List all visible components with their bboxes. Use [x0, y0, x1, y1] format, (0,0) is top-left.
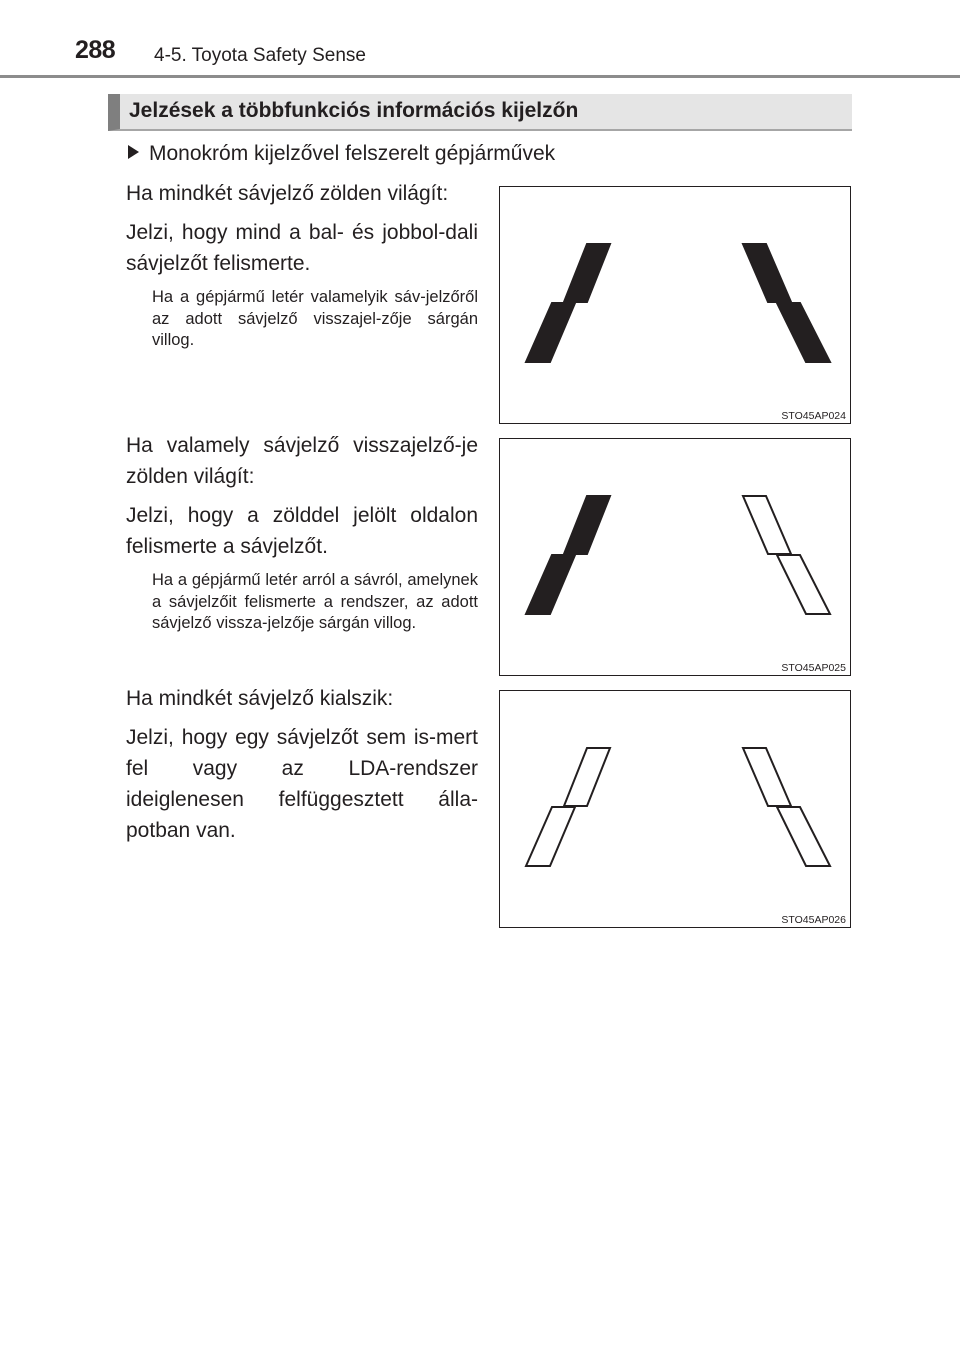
left-lane-marker-segment-1 [564, 244, 610, 302]
lane-markers-graphic [500, 439, 852, 677]
block-note: Ha a gépjármű letér valamelyik sáv-jelzőről az adott sávjelző visszajel-zője sárgán villog. [152, 288, 478, 349]
left-lane-marker-segment-2 [526, 555, 575, 614]
section-banner [108, 94, 852, 131]
right-lane-marker-segment-1 [743, 748, 791, 806]
block-body: Jelzi, hogy egy sávjelzőt sem is-mert fel vagy az LDA-rendszer ideiglenesen felfüggesztett álla-potban van. [126, 726, 478, 842]
section-title: Jelzések a többfunkciós információs kijelzőn [129, 99, 579, 122]
lane-indicator-figure-1 [499, 186, 851, 424]
figure-code: STO45AP026 [781, 914, 846, 926]
block-body: Jelzi, hogy mind a bal- és jobbol-dali sávjelzőt felismerte. [126, 221, 478, 275]
figure-code: STO45AP025 [781, 662, 846, 674]
block-note: Ha a gépjármű letér arról a sávról, amelynek a sávjelzőit felismerte a rendszer, az adott sávjelző vissza-jelzője sárgán villog. [152, 571, 478, 632]
right-lane-marker-segment-2 [777, 303, 830, 362]
lane-markers-graphic [500, 691, 852, 929]
text-block-2 [126, 430, 478, 635]
right-lane-marker-segment-1 [743, 496, 791, 554]
triangle-bullet-icon [128, 145, 139, 159]
left-lane-marker-segment-1 [564, 496, 610, 554]
block-heading: Ha mindkét sávjelző zölden világít: [126, 182, 449, 205]
left-lane-marker-segment-2 [526, 807, 575, 866]
left-lane-marker-segment-1 [564, 748, 610, 806]
block-heading: Ha mindkét sávjelző kialszik: [126, 687, 394, 710]
lane-indicator-figure-2 [499, 438, 851, 676]
left-lane-marker-segment-2 [526, 303, 575, 362]
block-heading: Ha valamely sávjelző visszajelző-je zölden világít: [126, 434, 478, 488]
lane-indicator-figure-3 [499, 690, 851, 928]
right-lane-marker-segment-2 [777, 807, 830, 866]
text-block-3 [126, 683, 478, 854]
header-rule [0, 75, 960, 78]
figure-code: STO45AP024 [781, 410, 846, 422]
bullet-text: Monokróm kijelzővel felszerelt gépjárművek [149, 142, 556, 165]
text-block-1 [126, 178, 478, 352]
chapter-title: 4-5. Toyota Safety Sense [154, 45, 366, 66]
block-body: Jelzi, hogy a zölddel jelölt oldalon felismerte a sávjelzőt. [126, 504, 478, 558]
lane-markers-graphic [500, 187, 852, 425]
page-number: 288 [75, 36, 116, 64]
right-lane-marker-segment-2 [777, 555, 830, 614]
bullet-item [128, 142, 555, 166]
right-lane-marker-segment-1 [743, 244, 791, 302]
